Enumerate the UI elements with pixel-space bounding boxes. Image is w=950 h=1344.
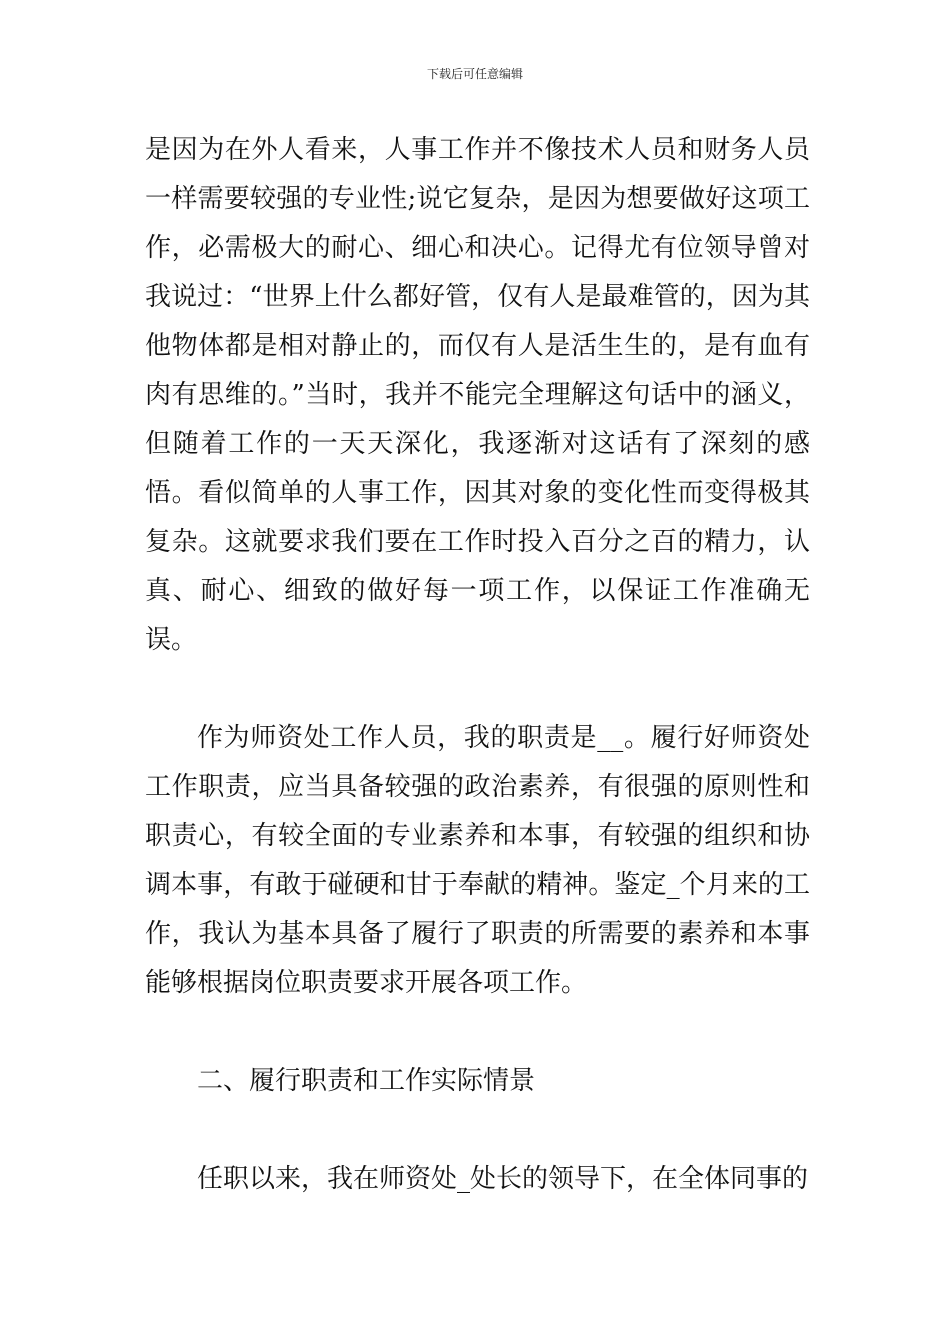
paragraph-2: 作为师资处工作人员，我的职责是__。履行好师资处工作职责，应当具备较强的政治素养，有很强的原则性和职责心，有较全面的专业素养和本事，有较强的组织和协调本事，有敢于碰硬和甘于奉献的精神。鉴定_个月来的工作，我认为基本具备了履行了职责的所需要的素养和本事能够根据岗位职责要求开展各项工作。 xyxy=(145,723,810,998)
document-body xyxy=(145,126,810,1204)
paragraph-gap xyxy=(145,1008,810,1057)
paragraph-3: 任职以来，我在师资处_处长的领导下，在全体同事的 xyxy=(197,1164,809,1194)
paragraph-gap xyxy=(145,665,810,714)
paragraph-1: 是因为在外人看来，人事工作并不像技术人员和财务人员一样需要较强的专业性;说它复杂，是因为想要做好这项工作，必需极大的耐心、细心和决心。记得尤有位领导曾对我说过：“世界上什么都好管，仅有人是最难管的，因为其他物体都是相对静止的，而仅有人是活生生的，是有血有肉有思维的。”当时，我并不能完全理解这句话中的涵义，但随着工作的一天天深化，我逐渐对这话有了深刻的感悟。看似简单的人事工作，因其对象的变化性而变得极其复杂。这就要求我们要在工作时投入百分之百的精力，认真、耐心、细致的做好每一项工作，以保证工作准确无误。 xyxy=(145,135,810,655)
section-heading: 二、履行职责和工作实际情景 xyxy=(197,1066,536,1096)
paragraph-gap xyxy=(145,1106,810,1155)
page-header-note: 下载后可任意编辑 xyxy=(426,67,523,81)
